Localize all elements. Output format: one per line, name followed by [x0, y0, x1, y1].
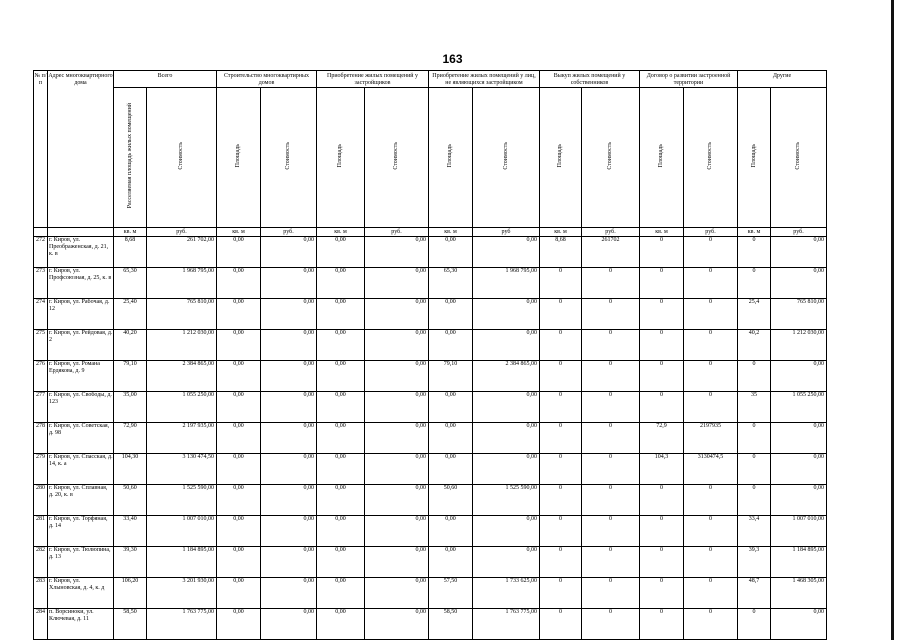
row-value-cell: 0,00 — [317, 547, 365, 578]
row-address: г. Киров, ул. Романа Ердякова, д. 9 — [48, 361, 114, 392]
row-value-cell: 48,7 — [738, 578, 771, 609]
row-value-cell: 0,00 — [317, 268, 365, 299]
row-value-cell: 35,00 — [114, 392, 147, 423]
row-value-cell: 0 — [738, 485, 771, 516]
row-address: г. Киров, ул. Сплавная, д. 20, к. в — [48, 485, 114, 516]
row-value-cell: 0 — [738, 423, 771, 454]
row-value-cell: 0 — [684, 361, 738, 392]
page-edge-line — [891, 0, 894, 640]
subheader-resettled-area: Расселяемая площадь жилых помещений — [114, 88, 147, 228]
row-address: г. Киров, ул. Свободы, д. 123 — [48, 392, 114, 423]
row-value-cell: 0,00 — [217, 361, 261, 392]
row-value-cell: 0,00 — [217, 392, 261, 423]
table-row — [34, 485, 827, 516]
row-value-cell: 0 — [684, 268, 738, 299]
row-value-cell: 0 — [540, 454, 582, 485]
row-value-cell: 0 — [540, 423, 582, 454]
row-value-cell: 0,00 — [261, 578, 317, 609]
row-address: г. Киров, ул. Торфяная, д. 14 — [48, 516, 114, 547]
row-number: 277 — [34, 392, 48, 423]
row-value-cell: 0 — [540, 330, 582, 361]
unit-cell: руб. — [261, 228, 317, 237]
row-value-cell: 33,4 — [738, 516, 771, 547]
row-value-cell: 0,00 — [365, 454, 429, 485]
row-value-cell: 0,00 — [217, 578, 261, 609]
row-value-cell: 0,00 — [317, 454, 365, 485]
unit-cell: руб. — [684, 228, 738, 237]
row-value-cell: 0,00 — [317, 330, 365, 361]
row-value-cell: 0,00 — [365, 423, 429, 454]
row-value-cell: 0,00 — [261, 423, 317, 454]
row-value-cell: 0 — [582, 454, 640, 485]
row-value-cell: 0,00 — [429, 454, 473, 485]
row-value-cell: 0,00 — [429, 392, 473, 423]
row-value-cell: 0 — [640, 392, 684, 423]
row-value-cell: 0,00 — [473, 330, 540, 361]
row-value-cell: 0 — [684, 547, 738, 578]
row-value-cell: 0,00 — [217, 423, 261, 454]
row-value-cell: 0 — [582, 578, 640, 609]
unit-cell: руб. — [365, 228, 429, 237]
row-value-cell: 0,00 — [261, 330, 317, 361]
row-value-cell: 0,00 — [317, 516, 365, 547]
row-number: 275 — [34, 330, 48, 361]
row-number: 274 — [34, 299, 48, 330]
row-value-cell: 0 — [582, 609, 640, 640]
header-purchase-other: Приобретение жилых помещений у лиц, не являющихся застройщиком — [429, 71, 540, 88]
row-value-cell: 0 — [640, 547, 684, 578]
unit-cell: кв. м — [317, 228, 365, 237]
row-value-cell: 65,30 — [429, 268, 473, 299]
row-value-cell: 2 197 935,00 — [147, 423, 217, 454]
row-value-cell: 0,00 — [317, 423, 365, 454]
row-number: 273 — [34, 268, 48, 299]
row-value-cell: 0 — [640, 516, 684, 547]
row-value-cell: 0,00 — [771, 237, 827, 268]
row-value-cell: 104,30 — [114, 454, 147, 485]
row-value-cell: 0,00 — [429, 237, 473, 268]
row-value-cell: 1 733 625,00 — [473, 578, 540, 609]
row-value-cell: 0,00 — [261, 268, 317, 299]
row-value-cell: 0,00 — [473, 516, 540, 547]
row-number: 278 — [34, 423, 48, 454]
row-value-cell: 261 702,00 — [147, 237, 217, 268]
row-value-cell: 1 525 590,00 — [147, 485, 217, 516]
row-value-cell: 0 — [640, 237, 684, 268]
row-value-cell: 0,00 — [771, 485, 827, 516]
header-row-subcolumns — [34, 88, 827, 228]
header-row-groups — [34, 71, 827, 88]
row-address: п. Ворсиноки, ул. Ключевая, д. 11 — [48, 609, 114, 640]
units-row — [34, 228, 827, 237]
row-value-cell: 0,00 — [473, 454, 540, 485]
row-value-cell: 25,40 — [114, 299, 147, 330]
subheader-area: Площадь — [738, 88, 771, 228]
row-value-cell: 0 — [684, 609, 738, 640]
row-value-cell: 0,00 — [473, 237, 540, 268]
row-value-cell: 0 — [684, 299, 738, 330]
row-value-cell: 0 — [684, 516, 738, 547]
row-value-cell: 1 055 250,00 — [147, 392, 217, 423]
subheader-cost: Стоимость — [261, 88, 317, 228]
unit-cell-empty — [48, 228, 114, 237]
subheader-area: Площадь — [317, 88, 365, 228]
unit-cell: кв. м — [429, 228, 473, 237]
row-address: г. Киров, ул. Хлыновская, д. 4, к. д — [48, 578, 114, 609]
row-value-cell: 0 — [582, 392, 640, 423]
row-value-cell: 33,40 — [114, 516, 147, 547]
row-value-cell: 39,3 — [738, 547, 771, 578]
row-value-cell: 0,00 — [365, 578, 429, 609]
row-value-cell: 0,00 — [261, 609, 317, 640]
row-value-cell: 0 — [582, 516, 640, 547]
row-value-cell: 0,00 — [217, 516, 261, 547]
subheader-area: Площадь — [640, 88, 684, 228]
row-number: 276 — [34, 361, 48, 392]
unit-cell: руб. — [771, 228, 827, 237]
table-row — [34, 516, 827, 547]
row-value-cell: 0,00 — [473, 392, 540, 423]
row-value-cell: 0 — [640, 299, 684, 330]
row-value-cell: 1 968 795,00 — [473, 268, 540, 299]
header-buyout: Выкуп жилых помещений у собственников — [540, 71, 640, 88]
row-value-cell: 0 — [640, 609, 684, 640]
row-value-cell: 2 384 865,00 — [147, 361, 217, 392]
row-value-cell: 0,00 — [365, 392, 429, 423]
row-value-cell: 79,10 — [429, 361, 473, 392]
header-purchase-developers: Приобретение жилых помещений у застройщиков — [317, 71, 429, 88]
row-value-cell: 0,00 — [365, 237, 429, 268]
row-value-cell: 261702 — [582, 237, 640, 268]
row-number: 272 — [34, 237, 48, 268]
unit-cell: кв. м — [540, 228, 582, 237]
row-value-cell: 0 — [582, 361, 640, 392]
row-number: 284 — [34, 609, 48, 640]
row-value-cell: 2 384 865,00 — [473, 361, 540, 392]
header-other: Другие — [738, 71, 827, 88]
row-value-cell: 0 — [540, 609, 582, 640]
row-value-cell: 58,50 — [429, 609, 473, 640]
subheader-area: Площадь — [429, 88, 473, 228]
row-value-cell: 72,9 — [640, 423, 684, 454]
row-value-cell: 104,3 — [640, 454, 684, 485]
row-value-cell: 0,00 — [429, 547, 473, 578]
row-value-cell: 0,00 — [365, 330, 429, 361]
row-address: г. Киров, ул. Преображенская, д. 21, к. в — [48, 237, 114, 268]
subheader-cost: Стоимость — [147, 88, 217, 228]
row-value-cell: 0,00 — [365, 609, 429, 640]
unit-cell: руб. — [582, 228, 640, 237]
row-value-cell: 0,00 — [317, 578, 365, 609]
subheader-area: Площадь — [540, 88, 582, 228]
row-value-cell: 3 201 930,00 — [147, 578, 217, 609]
unit-cell: руб. — [147, 228, 217, 237]
row-value-cell: 3130474,5 — [684, 454, 738, 485]
row-address: г. Киров, ул. Тюлюпина, д. 13 — [48, 547, 114, 578]
row-address: г. Киров, ул. Советская, д. 98 — [48, 423, 114, 454]
page-number: 163 — [442, 52, 463, 66]
row-value-cell: 0,00 — [261, 547, 317, 578]
row-value-cell: 0,00 — [217, 237, 261, 268]
row-value-cell: 8,68 — [114, 237, 147, 268]
row-value-cell: 0 — [640, 268, 684, 299]
row-value-cell: 0 — [582, 547, 640, 578]
row-value-cell: 0,00 — [217, 609, 261, 640]
subheader-cost: Стоимость — [365, 88, 429, 228]
row-value-cell: 0,00 — [365, 485, 429, 516]
row-value-cell: 1 212 030,00 — [147, 330, 217, 361]
row-value-cell: 0 — [582, 330, 640, 361]
table-row — [34, 268, 827, 299]
row-value-cell: 3 130 474,50 — [147, 454, 217, 485]
row-value-cell: 0,00 — [317, 485, 365, 516]
row-value-cell: 0,00 — [771, 423, 827, 454]
row-value-cell: 25,4 — [738, 299, 771, 330]
subheader-area: Площадь — [217, 88, 261, 228]
row-value-cell: 0,00 — [429, 516, 473, 547]
table-row — [34, 299, 827, 330]
table-row — [34, 578, 827, 609]
unit-cell: кв. м — [640, 228, 684, 237]
row-value-cell: 0 — [582, 485, 640, 516]
row-value-cell: 0,00 — [429, 330, 473, 361]
row-value-cell: 1 184 895,00 — [147, 547, 217, 578]
table-row — [34, 392, 827, 423]
row-value-cell: 0,00 — [261, 361, 317, 392]
row-value-cell: 0,00 — [217, 330, 261, 361]
row-number: 282 — [34, 547, 48, 578]
row-value-cell: 0,00 — [261, 516, 317, 547]
row-value-cell: 0 — [684, 237, 738, 268]
row-value-cell: 57,50 — [429, 578, 473, 609]
row-value-cell: 0 — [540, 547, 582, 578]
row-value-cell: 0,00 — [473, 423, 540, 454]
row-value-cell: 40,2 — [738, 330, 771, 361]
row-value-cell: 0,00 — [771, 361, 827, 392]
table-row — [34, 609, 827, 640]
row-value-cell: 0,00 — [317, 392, 365, 423]
unit-cell: кв. м — [217, 228, 261, 237]
row-value-cell: 0,00 — [317, 237, 365, 268]
row-value-cell: 0 — [684, 330, 738, 361]
row-value-cell: 0 — [738, 454, 771, 485]
row-value-cell: 58,50 — [114, 609, 147, 640]
row-value-cell: 1 007 010,00 — [147, 516, 217, 547]
row-value-cell: 39,30 — [114, 547, 147, 578]
row-value-cell: 0,00 — [261, 237, 317, 268]
subheader-cost: Стоимость — [473, 88, 540, 228]
row-value-cell: 0,00 — [217, 454, 261, 485]
header-development: Договор о развитии застроенной территории — [640, 71, 738, 88]
row-value-cell: 0 — [540, 361, 582, 392]
row-value-cell: 0,00 — [217, 268, 261, 299]
row-value-cell: 1 212 030,00 — [771, 330, 827, 361]
header-total: Всего — [114, 71, 217, 88]
row-value-cell: 1 968 795,00 — [147, 268, 217, 299]
subheader-cost: Стоимость — [771, 88, 827, 228]
row-number: 283 — [34, 578, 48, 609]
row-number: 280 — [34, 485, 48, 516]
row-value-cell: 0,00 — [217, 547, 261, 578]
table-row — [34, 547, 827, 578]
row-value-cell: 0,00 — [429, 299, 473, 330]
row-value-cell: 8,68 — [540, 237, 582, 268]
table-row — [34, 330, 827, 361]
row-value-cell: 0 — [738, 609, 771, 640]
unit-cell: кв. м — [738, 228, 771, 237]
row-value-cell: 72,90 — [114, 423, 147, 454]
row-value-cell: 0,00 — [473, 547, 540, 578]
row-value-cell: 0 — [640, 578, 684, 609]
row-value-cell: 65,30 — [114, 268, 147, 299]
unit-cell: кв. м — [114, 228, 147, 237]
header-construction: Строительство многоквартирных домов — [217, 71, 317, 88]
row-value-cell: 0,00 — [261, 392, 317, 423]
row-value-cell: 1 184 895,00 — [771, 547, 827, 578]
row-value-cell: 0 — [684, 485, 738, 516]
row-value-cell: 0 — [540, 299, 582, 330]
row-value-cell: 0 — [582, 423, 640, 454]
row-value-cell: 0 — [582, 299, 640, 330]
row-value-cell: 40,20 — [114, 330, 147, 361]
header-address: Адрес многоквартирного дома — [48, 71, 114, 228]
row-value-cell: 1 007 010,00 — [771, 516, 827, 547]
row-value-cell: 765 810,00 — [147, 299, 217, 330]
table-row — [34, 423, 827, 454]
row-value-cell: 0,00 — [771, 268, 827, 299]
table-row — [34, 454, 827, 485]
resettlement-table — [33, 70, 827, 640]
row-value-cell: 0 — [540, 392, 582, 423]
unit-cell: руб — [473, 228, 540, 237]
row-value-cell: 0,00 — [317, 299, 365, 330]
row-value-cell: 0,00 — [261, 299, 317, 330]
row-value-cell: 0,00 — [365, 516, 429, 547]
row-number: 281 — [34, 516, 48, 547]
table-row — [34, 237, 827, 268]
table-row — [34, 361, 827, 392]
row-value-cell: 0 — [540, 516, 582, 547]
row-value-cell: 0 — [640, 485, 684, 516]
row-value-cell: 0,00 — [261, 485, 317, 516]
row-address: г. Киров, ул. Спасская, д. 14, к. а — [48, 454, 114, 485]
row-value-cell: 79,10 — [114, 361, 147, 392]
row-value-cell: 0 — [738, 237, 771, 268]
row-value-cell: 0,00 — [217, 299, 261, 330]
row-value-cell: 50,60 — [429, 485, 473, 516]
row-value-cell: 1 525 590,00 — [473, 485, 540, 516]
row-value-cell: 0 — [684, 578, 738, 609]
row-value-cell: 50,60 — [114, 485, 147, 516]
row-value-cell: 0 — [540, 268, 582, 299]
row-value-cell: 0,00 — [473, 299, 540, 330]
row-value-cell: 2197935 — [684, 423, 738, 454]
row-value-cell: 0 — [640, 361, 684, 392]
row-value-cell: 0,00 — [217, 485, 261, 516]
row-value-cell: 0 — [738, 361, 771, 392]
row-address: г. Киров, ул. Профсоюзная, д. 25, к. в — [48, 268, 114, 299]
row-value-cell: 1 468 305,00 — [771, 578, 827, 609]
row-value-cell: 0,00 — [771, 609, 827, 640]
row-value-cell: 1 055 250,00 — [771, 392, 827, 423]
row-value-cell: 0 — [582, 268, 640, 299]
row-value-cell: 0,00 — [771, 454, 827, 485]
row-value-cell: 0,00 — [317, 609, 365, 640]
subheader-cost: Стоимость — [684, 88, 738, 228]
row-value-cell: 0,00 — [429, 423, 473, 454]
row-value-cell: 0 — [540, 485, 582, 516]
row-value-cell: 0,00 — [261, 454, 317, 485]
header-num: № п/п — [34, 71, 48, 228]
row-address: г. Киров, ул. Рабочая, д. 12 — [48, 299, 114, 330]
row-value-cell: 1 763 775,00 — [473, 609, 540, 640]
row-value-cell: 35 — [738, 392, 771, 423]
row-value-cell: 0,00 — [317, 361, 365, 392]
row-value-cell: 0 — [640, 330, 684, 361]
row-value-cell: 0,00 — [365, 268, 429, 299]
row-number: 279 — [34, 454, 48, 485]
row-value-cell: 106,20 — [114, 578, 147, 609]
row-value-cell: 0,00 — [365, 361, 429, 392]
row-value-cell: 0 — [540, 578, 582, 609]
subheader-cost: Стоимость — [582, 88, 640, 228]
row-value-cell: 0 — [738, 268, 771, 299]
row-address: г. Киров, ул. Рейдовая, д. 2 — [48, 330, 114, 361]
row-value-cell: 0 — [684, 392, 738, 423]
unit-cell-empty — [34, 228, 48, 237]
row-value-cell: 0,00 — [365, 547, 429, 578]
row-value-cell: 1 763 775,00 — [147, 609, 217, 640]
table-body — [34, 237, 827, 640]
row-value-cell: 765 810,00 — [771, 299, 827, 330]
row-value-cell: 0,00 — [365, 299, 429, 330]
